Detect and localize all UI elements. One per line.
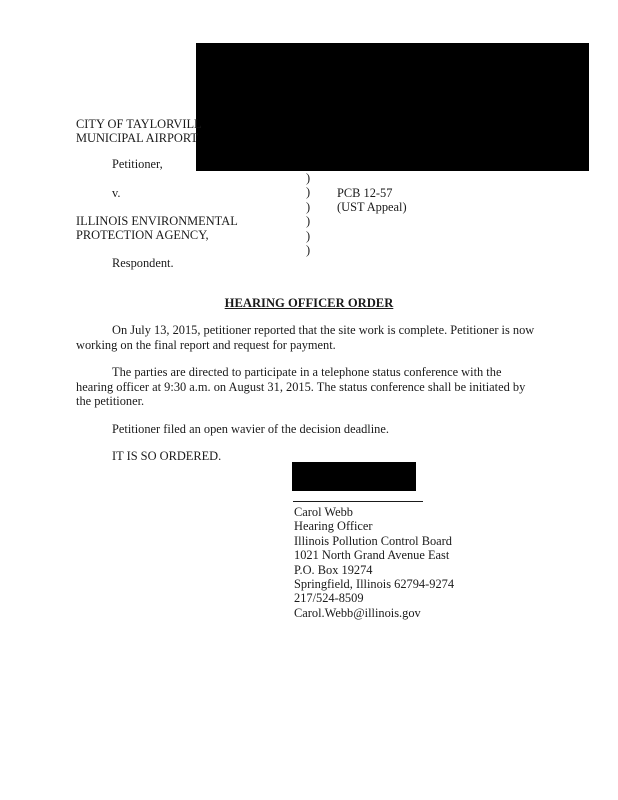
versus-label: v. [112,186,121,200]
signer-po-box: P.O. Box 19274 [294,562,373,577]
signer-email: Carol.Webb@illinois.gov [294,605,421,620]
paren: ) [306,185,311,200]
case-type: (UST Appeal) [337,200,407,214]
redaction-header-block [196,43,589,171]
body-paragraph-3: Petitioner filed an open wavier of the decision deadline. [112,422,389,436]
order-title: HEARING OFFICER ORDER [224,296,394,310]
signer-phone: 217/524-8509 [294,591,364,606]
respondent-label: Respondent. [112,256,174,270]
paren: ) [306,228,311,243]
paren: ) [306,214,311,229]
so-ordered: IT IS SO ORDERED. [112,449,222,463]
signer-city-state-zip: Springfield, Illinois 62794-9274 [294,577,455,592]
redaction-header-block-lower [196,150,218,171]
paren: ) [306,199,311,214]
caption-parens [306,171,316,257]
petitioner-name-line1: CITY OF TAYLORVILL [76,117,202,131]
signer-name: Carol Webb [294,505,353,519]
respondent-name-line2: PROTECTION AGENCY, [76,228,209,242]
signer-street-address: 1021 North Grand Avenue East [294,548,450,563]
body-paragraph-1: On July 13, 2015, petitioner reported that the site work is complete. Petitioner is now working on the final report and request for payment. [76,323,535,352]
respondent-name-line1: ILLINOIS ENVIRONMENTAL [76,214,238,228]
redaction-signature-block [292,462,416,491]
signature-block [294,505,454,620]
case-number: PCB 12-57 [337,186,393,200]
paren: ) [306,171,311,185]
signature-line [293,501,423,502]
signer-organization: Illinois Pollution Control Board [294,533,452,548]
body-paragraph-2: The parties are directed to participate in a telephone status conference with the hearing officer at 9:30 a.m. on August 31, 2015. The status conference shall be initiated by the petitioner. [76,365,526,408]
petitioner-name-line2: MUNICIPAL AIRPORT [76,131,198,145]
signer-title: Hearing Officer [294,519,373,534]
petitioner-label: Petitioner, [112,157,163,171]
paren: ) [306,242,311,257]
